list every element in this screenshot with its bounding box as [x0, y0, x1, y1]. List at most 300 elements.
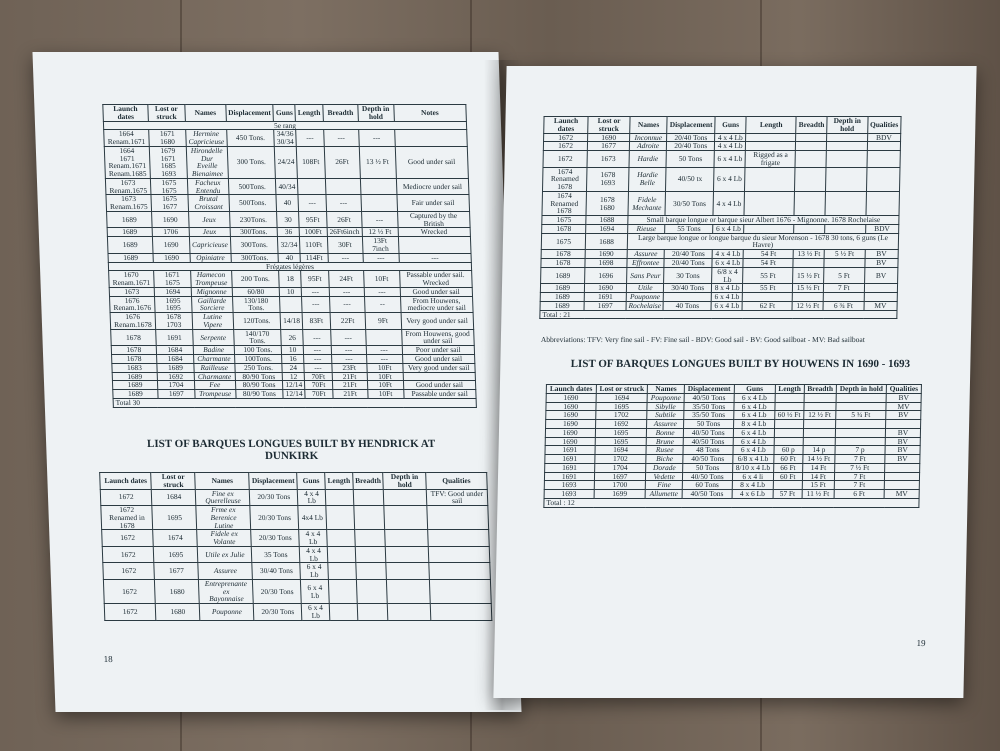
table-cell: 12/14	[283, 381, 305, 390]
table-cell	[804, 393, 836, 402]
table-cell: 1676 Renam.1678	[110, 313, 156, 330]
table-cell: 1691	[156, 329, 194, 346]
table-row	[113, 390, 476, 399]
table-cell: ---	[366, 354, 402, 363]
table-cell	[357, 604, 388, 621]
table-cell: 1690	[588, 133, 630, 142]
table-cell: Entreprenante ex Bayonnaise	[199, 579, 254, 603]
column-header: Guns	[297, 473, 326, 490]
table-cell	[864, 284, 898, 293]
table-cell: 1676 Renam.1676	[110, 296, 156, 313]
table-cell: 1671 1675	[154, 271, 192, 288]
table-cell	[430, 604, 492, 621]
table-cell: 1694	[586, 224, 628, 233]
table-cell: Fidele Mechante	[628, 191, 666, 215]
table-cell: 7 p	[835, 446, 885, 455]
table-cell: Mignonne	[191, 287, 232, 296]
table-cell: 114Ft	[300, 253, 328, 262]
table-cell: 1693	[544, 481, 594, 490]
table-cell: ---	[304, 354, 332, 363]
table-cell: 1672	[544, 133, 588, 142]
table-cell: 60 Ft	[774, 455, 803, 464]
table-cell	[326, 506, 354, 530]
table-cell: 14 ½ Ft	[803, 455, 835, 464]
table-cell: Lutine Vipere	[192, 313, 233, 330]
table-cell: Trompeuse	[195, 390, 236, 399]
table-cell: 55 Tons	[665, 224, 713, 233]
table-cell: 7 ½ Ft	[834, 463, 884, 472]
table-cell: 1664 Renam.1671	[104, 130, 150, 147]
table-cell: 35 Tons	[252, 546, 300, 563]
table-cell	[280, 296, 302, 313]
table-cell: Charmante	[193, 354, 234, 363]
table-cell: ---	[329, 296, 365, 313]
table-cell: 30 Tons	[664, 267, 712, 284]
table-cell: 1672	[103, 563, 155, 580]
table-cell	[774, 428, 803, 437]
table-row	[540, 301, 897, 310]
table-row	[108, 253, 471, 262]
table-cell	[356, 563, 387, 580]
table-cell: 30/50 Tons	[665, 191, 713, 215]
table-cell: 15 ½ Ft	[793, 284, 824, 293]
table-row	[104, 146, 468, 178]
table-cell: 1672	[102, 530, 154, 547]
table-cell	[827, 133, 868, 142]
table-row	[546, 420, 921, 429]
table-cell: Very good under sail	[401, 313, 474, 330]
table-cell: Sibylle	[647, 402, 684, 411]
table-cell: 4 x 4 Lb	[713, 191, 745, 215]
table-cell: --	[364, 296, 400, 313]
column-header: Qualities	[886, 385, 921, 394]
table-cell: 108Ft	[296, 146, 325, 178]
table-cell: 6 x 4 Lb	[733, 437, 774, 446]
table-cell: 1688	[586, 216, 628, 225]
table-cell: 60 ½ Ft	[774, 411, 803, 420]
column-header: Displacement	[684, 385, 734, 394]
table-cell: 1684	[156, 354, 193, 363]
table-cell: From Houwens, good under sail	[401, 329, 474, 346]
table-cell: 1678	[111, 329, 157, 346]
hendrick-list-title-text: LIST OF BARQUES LONGUES BUILT BY HENDRICK AT DUNKIRK	[146, 438, 436, 462]
section-label: 5e rang	[103, 121, 466, 130]
table-cell	[388, 604, 431, 621]
total-cell: Total : 12	[544, 498, 919, 507]
table-cell	[796, 142, 827, 151]
table-cell: 1678	[541, 250, 585, 259]
table-cell: 40/50 Tons	[683, 455, 733, 464]
table-cell: 20/40 Tons	[667, 142, 715, 151]
table-cell: Rieuse	[628, 224, 666, 233]
table-cell: 1694	[154, 287, 191, 296]
table-cell: 24Ft	[328, 271, 364, 288]
table-cell: 230Tons.	[229, 211, 277, 228]
table-cell: 10Ft	[367, 381, 403, 390]
table-cell: 57 Ft	[773, 490, 802, 499]
column-header: Guns	[734, 385, 775, 394]
table-cell: Hardie Belle	[628, 167, 666, 191]
table-cell: 26Ft6inch	[327, 228, 362, 237]
table-cell: Facheux Entendu	[187, 178, 228, 195]
table-cell: Very good under sail	[402, 363, 475, 372]
column-header: Depth in hold	[836, 385, 886, 394]
table-cell: 6/8 x 4 Lb	[733, 455, 774, 464]
table-cell: 9Ft	[365, 313, 401, 330]
table-cell	[365, 329, 401, 346]
table-cell: 1697	[594, 472, 646, 481]
table-cell	[794, 224, 825, 233]
table-cell: 1678	[541, 259, 585, 268]
table-cell	[796, 133, 827, 142]
table-cell: 1689	[540, 293, 584, 302]
column-header: Lost or struck	[151, 473, 195, 490]
table-cell: ---	[366, 346, 402, 355]
table-row	[542, 224, 899, 233]
table-cell: 6 x 4 Lb	[733, 428, 774, 437]
table-cell: 60 Tons	[682, 481, 732, 490]
table-cell: 1694	[596, 393, 648, 402]
table-cell: 1689	[107, 228, 152, 237]
table-cell: 1695	[595, 437, 647, 446]
table-cell: 1691	[545, 446, 595, 455]
table-cell: Poor under sail	[402, 346, 475, 355]
table-cell: 34/36 30/34	[274, 130, 296, 147]
table-row	[542, 191, 900, 215]
table-cell: TFV: Good under sail	[426, 489, 488, 506]
table-cell: 110Ft	[300, 237, 328, 254]
table-cell: 20/30 Tons	[253, 579, 302, 603]
table-cell: 14 Ft	[802, 463, 834, 472]
table-cell: 1690	[546, 420, 596, 429]
table-cell: 1689	[113, 390, 158, 399]
table-cell: 10Ft	[363, 271, 399, 288]
table-cell: 55 Ft	[743, 267, 793, 284]
table-cell: 1689	[541, 267, 586, 284]
table-cell: 1672	[543, 142, 587, 151]
table-cell: 14/18	[280, 313, 302, 330]
table-cell: 1695 1695	[154, 296, 192, 313]
table-cell: 95Ft	[299, 211, 327, 228]
table-cell	[867, 142, 901, 151]
table-cell: ---	[399, 253, 472, 262]
table-cell: ---	[303, 346, 331, 355]
table-cell: 4x4 Lb	[298, 506, 327, 530]
table-cell: 1672 Renamed in 1678	[101, 506, 153, 530]
table-cell	[744, 191, 795, 215]
table-row	[541, 267, 898, 284]
table-cell: 1689	[112, 381, 157, 390]
table-cell: 450 Tons.	[226, 130, 274, 147]
table-cell: 36	[277, 228, 299, 237]
table-row	[103, 579, 491, 603]
column-header: Launch dates	[103, 105, 149, 122]
column-header: Launch dates	[546, 385, 596, 394]
table-cell: 1678	[112, 354, 157, 363]
table-cell	[354, 506, 386, 530]
table-cell: Hardie	[629, 151, 667, 168]
table-cell: 4 x 4 Lb	[297, 489, 326, 506]
table-cell: 13 ½ Ft	[793, 250, 824, 259]
table-cell: 1675 1677	[151, 195, 189, 212]
table-cell	[428, 546, 490, 563]
table-cell: Railleuse	[194, 363, 235, 372]
table-cell: ---	[303, 329, 331, 346]
table-cell: 6 x 4 Lb	[734, 393, 775, 402]
table-row	[102, 546, 490, 563]
table-cell: 20/40 Tons	[664, 259, 712, 268]
houwens-list-title-text: LIST OF BARQUES LONGUES BUILT BY HOUWENS IN 1690 - 1693	[570, 358, 911, 370]
table-cell: 12 ½ Ft	[792, 301, 823, 310]
table-cell: 1690	[152, 237, 190, 254]
table-cell: 1678	[111, 346, 156, 355]
table-cell: 95Ft	[301, 271, 329, 288]
table-cell: 1688	[585, 233, 627, 250]
table-cell: Pouponne	[626, 293, 664, 302]
table-cell: 40/50 Tons	[682, 490, 732, 499]
table-cell: 1671 1680	[149, 130, 187, 147]
table-cell: Assuree	[627, 250, 665, 259]
column-header: Names	[648, 385, 685, 394]
column-header: Depth in hold	[827, 117, 868, 134]
column-header: Launch dates	[544, 117, 589, 134]
column-header: Depth in hold	[383, 473, 426, 490]
table-cell: 1678 1703	[155, 313, 193, 330]
table-cell: 70Ft	[305, 381, 333, 390]
column-header: Length	[775, 385, 804, 394]
table-cell: BDV	[865, 224, 899, 233]
table-cell: 8 x 4 Lb	[711, 284, 742, 293]
table-cell: 54 Ft	[743, 250, 793, 259]
table-cell: 4 x 4 Lb	[712, 250, 743, 259]
table-row	[545, 428, 920, 437]
table-cell	[745, 167, 796, 191]
table-cell: 1691	[544, 472, 594, 481]
table-cell: Allumette	[645, 490, 682, 499]
table-row	[107, 228, 470, 237]
table-cell: Large barque longue or longue barque du sieur Morenson - 1678 30 tons, 6 guns (Le Havre)	[627, 233, 898, 250]
column-header: Lost or struck	[596, 385, 648, 394]
table-cell: 6 x 4 Lb	[713, 224, 744, 233]
table-cell: ---	[358, 130, 394, 147]
table-cell: ---	[364, 287, 400, 296]
table-row	[105, 178, 469, 195]
table-cell: 1691	[584, 293, 626, 302]
table-cell: 13Ft 7inch	[362, 237, 398, 254]
table-cell: 1675	[542, 216, 586, 225]
table-cell: 20/30 Tons	[254, 604, 302, 621]
table-cell: Passable under sail	[403, 390, 476, 399]
table-cell: Pouponne	[200, 604, 255, 621]
table-cell: 24	[282, 363, 304, 372]
table-cell: 5 ½ Ft	[824, 250, 865, 259]
table-cell: 1678 1680	[586, 191, 628, 215]
column-header: Names	[195, 473, 250, 490]
table-cell: Hamecon Trompeuse	[191, 271, 232, 288]
table-cell: 30/40 Tons	[664, 284, 712, 293]
table-cell: MV	[886, 402, 921, 411]
table-cell: 10Ft	[368, 390, 404, 399]
table-row	[545, 463, 920, 472]
table-cell: BV	[886, 411, 921, 420]
table-cell: ---	[331, 346, 366, 355]
table-cell: BV	[885, 455, 920, 464]
table-cell: 30/40 Tons	[252, 563, 300, 580]
table-cell: 1673	[109, 287, 154, 296]
table-row	[542, 167, 900, 191]
table-cell: 300 Tons.	[227, 146, 276, 178]
table-cell: 35/50 Tons	[684, 402, 734, 411]
column-header: Length	[295, 105, 323, 122]
table-cell: 1691	[545, 455, 595, 464]
table-cell	[429, 563, 491, 580]
table-cell: BV	[864, 259, 898, 268]
table-row	[111, 329, 475, 346]
table-cell: 11 ½ Ft	[802, 490, 834, 499]
table-cell: 4 x 4 Lb	[715, 133, 746, 142]
table-cell: 1695	[154, 546, 198, 563]
table-cell: Rusee	[646, 446, 683, 455]
table-cell: 300Tons.	[230, 237, 278, 254]
table-cell: BV	[885, 428, 920, 437]
table-cell: Bonne	[647, 428, 684, 437]
table-cell: Mediocre under sail	[396, 178, 469, 195]
table-cell: Good under sail	[402, 354, 475, 363]
column-header: Names	[630, 117, 668, 134]
table-cell: 1692	[157, 372, 194, 381]
table-cell: Pouponne	[648, 393, 685, 402]
table-cell: Badine	[193, 346, 234, 355]
column-header: Launch dates	[100, 473, 152, 490]
houwens-list-title	[550, 358, 930, 370]
table-cell: 1695	[595, 428, 647, 437]
table-cell	[398, 237, 471, 254]
table-cell: 1693	[544, 490, 594, 499]
table-cell: 40	[276, 195, 298, 212]
table-cell: 7 Ft	[823, 284, 864, 293]
table-cell: 1690	[151, 211, 189, 228]
table-row	[546, 393, 921, 402]
table-cell: 80/90 Tons	[235, 372, 283, 381]
table-cell	[386, 563, 429, 580]
table-cell: 70Ft	[305, 390, 333, 399]
table-cell: 1689	[540, 284, 584, 293]
table-row	[544, 490, 919, 499]
table-cell: 5 ¾ Ft	[836, 411, 886, 420]
table-cell: 40/34	[276, 178, 298, 195]
table-cell: Sans Peur	[627, 267, 665, 284]
table-cell: 1678 1693	[587, 167, 629, 191]
table-cell: 1674 Renamed 1678	[542, 191, 587, 215]
table-cell	[866, 167, 900, 191]
table-cell: 14 p	[803, 446, 835, 455]
table-cell	[427, 506, 489, 530]
table-cell: 6 x 4 Lb	[712, 259, 743, 268]
table-cell	[885, 463, 920, 472]
table-cell: 1706	[152, 228, 189, 237]
table-cell	[384, 489, 427, 506]
table-cell: 26Ft	[326, 211, 362, 228]
table-cell: Adroite	[629, 142, 667, 151]
table-cell: 1690	[545, 437, 595, 446]
table-cell: Passable under sail. Wrecked	[399, 271, 472, 288]
table-cell: 26Ft	[324, 146, 360, 178]
table-cell: 1673 Renam.1675	[105, 178, 151, 195]
table-cell: 100 Tons.	[234, 346, 282, 355]
table-cell: Good under sail	[400, 287, 473, 296]
table-row	[102, 530, 490, 547]
table-row	[106, 195, 470, 212]
table-cell: 1695	[596, 402, 648, 411]
table-cell: Subtile	[647, 411, 684, 420]
table-cell	[826, 142, 867, 151]
table-cell	[886, 420, 921, 429]
table-cell: 80/90 Tons	[235, 381, 283, 390]
table-cell: 8 x 4 Lb	[732, 481, 773, 490]
table-cell: ---	[361, 211, 397, 228]
column-header: Displacement	[667, 117, 715, 134]
table-cell: 12	[282, 372, 304, 381]
table-cell: BV	[864, 267, 898, 284]
table-cell: 100Ft	[299, 228, 327, 237]
barques-table	[539, 116, 901, 319]
table-cell: 1695	[152, 506, 197, 530]
table-header-row	[100, 473, 488, 490]
right-page	[493, 66, 976, 698]
table-cell: 1672	[102, 546, 154, 563]
table-cell: 13 ½ Ft	[359, 146, 396, 178]
table-cell	[386, 546, 429, 563]
table-cell	[774, 420, 803, 429]
table-cell: 26	[281, 329, 303, 346]
table-cell: 12/14	[283, 390, 305, 399]
total-row	[540, 310, 897, 319]
table-row	[112, 354, 475, 363]
table-cell: BV	[886, 393, 921, 402]
table-cell: 1678	[542, 224, 586, 233]
table-cell: 200 Tons.	[231, 271, 279, 288]
table-cell: 40/50 tx	[666, 167, 714, 191]
table-cell: 140/170 Tons.	[233, 329, 281, 346]
table-cell: 40/50 Tons	[684, 393, 734, 402]
table-cell: Jeux	[189, 228, 230, 237]
table-cell: Frme ex Berenice Lutine	[196, 506, 251, 530]
table-cell: ---	[363, 253, 399, 262]
column-header: Names	[185, 105, 226, 122]
table-row	[100, 489, 488, 506]
table-cell: ---	[298, 195, 326, 212]
table-cell	[867, 151, 901, 168]
table-row	[110, 296, 474, 313]
table-cell	[360, 178, 396, 195]
table-cell: 1675 1675	[150, 178, 188, 195]
table-cell: 62 Ft	[742, 301, 792, 310]
table-cell: 21Ft	[332, 372, 367, 381]
table-cell: 14 Ft	[802, 472, 834, 481]
table-cell: 1702	[595, 411, 647, 420]
table-cell: 1674	[153, 530, 197, 547]
table-cell: 1690	[585, 250, 627, 259]
table-cell: Biche	[646, 455, 683, 464]
table-cell: ---	[296, 130, 324, 147]
table-cell: 1699	[594, 490, 646, 499]
table-cell: Utile	[626, 284, 664, 293]
table-cell: Gaillarde Sorciere	[191, 296, 232, 313]
table-cell: 54 Ft	[743, 259, 793, 268]
table-cell: 1673 Renam.1675	[106, 195, 152, 212]
table-cell: 50 Tons	[683, 420, 733, 429]
table-cell: 4 x 4 Lb	[299, 530, 328, 547]
